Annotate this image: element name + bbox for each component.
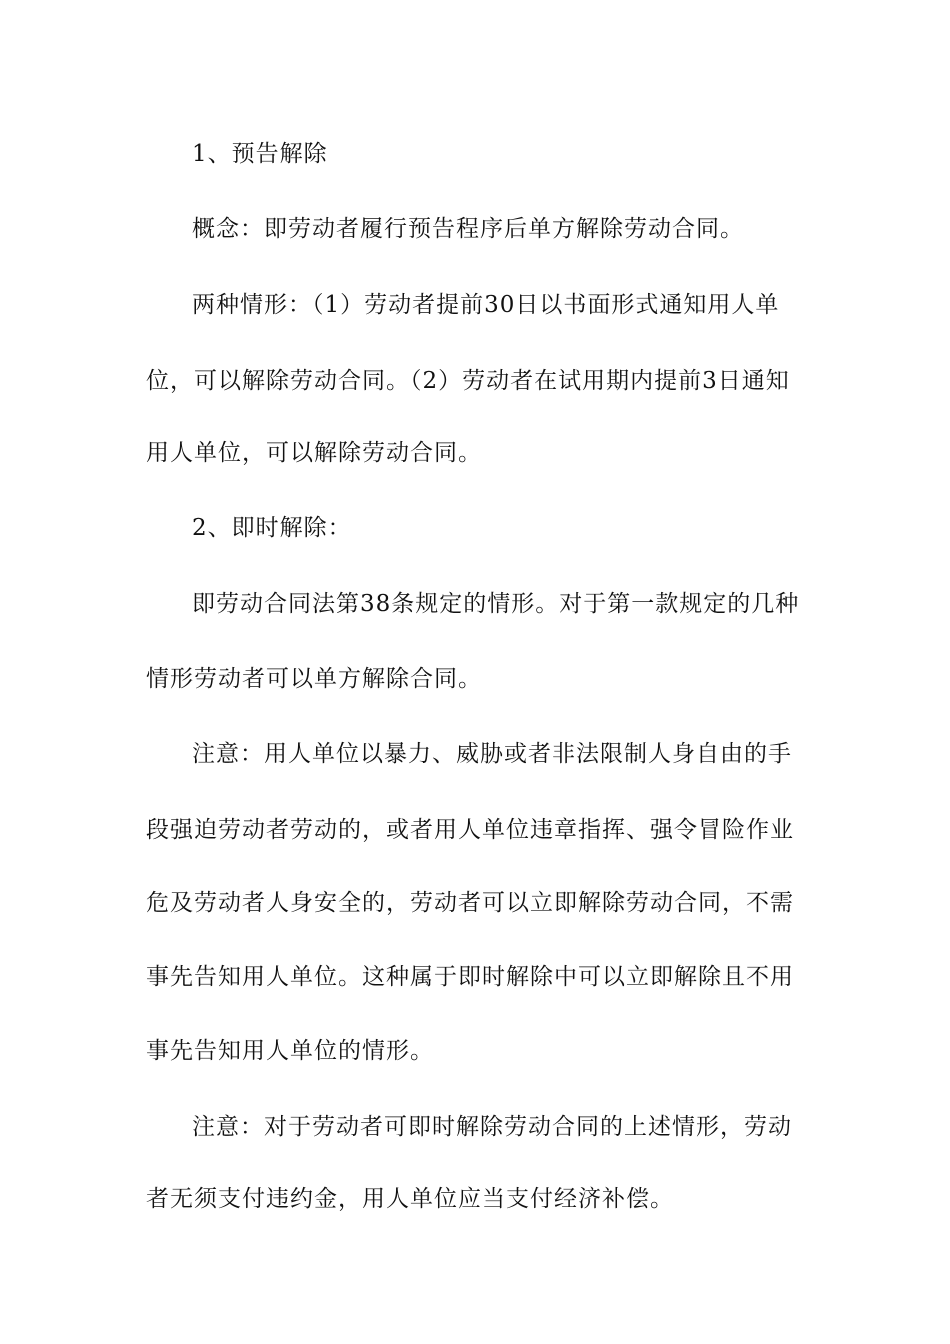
- paragraph-article-38-line-2: 情形劳动者可以单方解除合同。: [146, 666, 482, 692]
- paragraph-note-1-line-3: 危及劳动者人身安全的，劳动者可以立即解除劳动合同，不需: [146, 890, 794, 916]
- paragraph-concept: 概念：即劳动者履行预告程序后单方解除劳动合同。: [192, 216, 744, 242]
- paragraph-two-situations-line-1: 两种情形：（1）劳动者提前30日以书面形式通知用人单: [192, 292, 780, 318]
- paragraph-note-2-line-1: 注意：对于劳动者可即时解除劳动合同的上述情形，劳动: [192, 1114, 792, 1140]
- paragraph-note-1-line-1: 注意：用人单位以暴力、威胁或者非法限制人身自由的手: [192, 741, 792, 767]
- paragraph-note-1-line-5: 事先告知用人单位的情形。: [146, 1038, 434, 1064]
- paragraph-note-1-line-2: 段强迫劳动者劳动的，或者用人单位违章指挥、强令冒险作业: [146, 817, 794, 843]
- paragraph-note-1-line-4: 事先告知用人单位。这种属于即时解除中可以立即解除且不用: [146, 964, 794, 990]
- paragraph-two-situations-line-2: 位，可以解除劳动合同。（2）劳动者在试用期内提前3日通知: [146, 368, 790, 394]
- paragraph-article-38-line-1: 即劳动合同法第38条规定的情形。对于第一款规定的几种: [192, 591, 800, 617]
- paragraph-two-situations-line-3: 用人单位，可以解除劳动合同。: [146, 440, 482, 466]
- paragraph-note-2-line-2: 者无须支付违约金，用人单位应当支付经济补偿。: [146, 1186, 674, 1212]
- section-heading-immediate-termination: 2、即时解除：: [192, 515, 352, 541]
- section-heading-advance-notice: 1、预告解除: [192, 141, 328, 167]
